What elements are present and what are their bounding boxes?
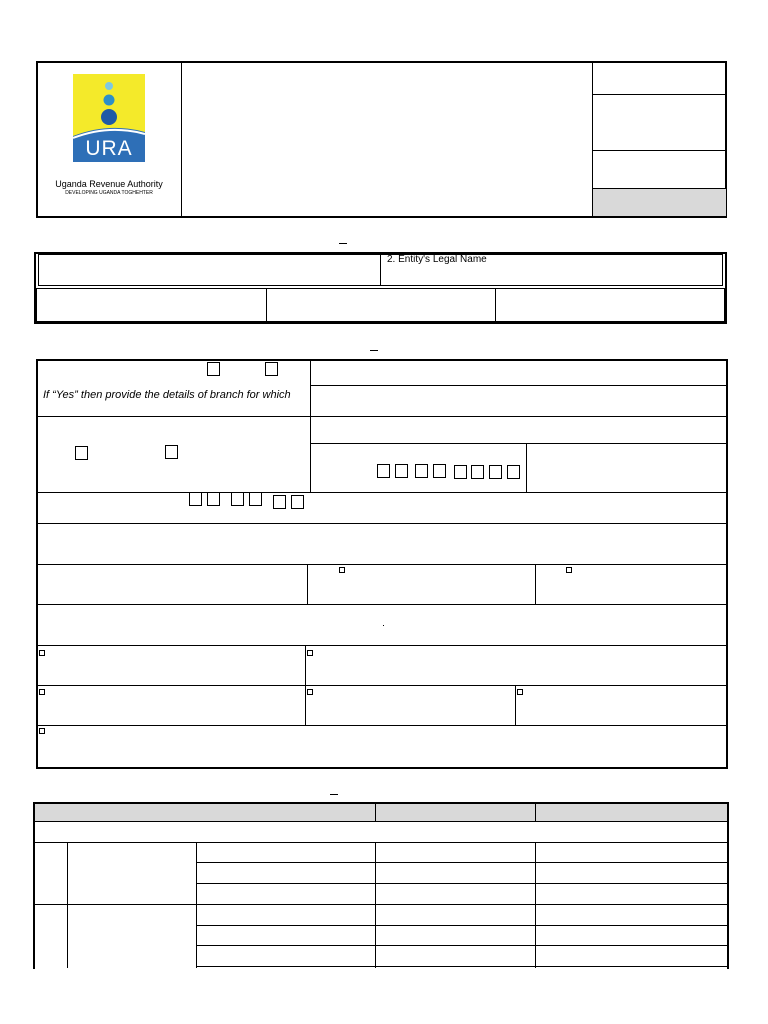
sb-vline-r5a: [307, 564, 308, 604]
small-checkbox[interactable]: [307, 650, 313, 656]
digit-box[interactable]: [507, 465, 520, 479]
sb-hline-r1a: [310, 385, 727, 386]
sb-vline-r5b: [535, 564, 536, 604]
digit-box[interactable]: [207, 492, 220, 506]
small-checkbox[interactable]: [339, 567, 345, 573]
section-b-marker: [370, 350, 378, 351]
sb-hline-r6: [37, 645, 727, 646]
option-1-checkbox[interactable]: [75, 446, 88, 460]
section-a-row2-divider-1: [266, 288, 267, 322]
digit-box[interactable]: [189, 492, 202, 506]
sb-vline-r2: [526, 443, 527, 492]
tbl-v-2: [196, 842, 197, 968]
small-checkbox[interactable]: [39, 689, 45, 695]
small-checkbox[interactable]: [39, 728, 45, 734]
tbl-h-3: [35, 904, 727, 905]
header-shaded-cell: [593, 189, 726, 216]
header-right-line-2: [592, 150, 726, 151]
section-a-row1-divider: [380, 254, 381, 286]
digit-box[interactable]: [291, 495, 304, 509]
sb-hline-r2: [37, 492, 727, 493]
tbl-head-div-2: [535, 804, 536, 822]
small-checkbox[interactable]: [307, 689, 313, 695]
section-c-marker: [330, 794, 338, 795]
small-checkbox[interactable]: [517, 689, 523, 695]
tbl-h-1: [196, 862, 727, 863]
sb-vline-1: [310, 360, 311, 492]
tbl-h-6: [196, 966, 727, 967]
org-name: Uganda Revenue Authority: [55, 179, 163, 189]
yes-checkbox[interactable]: [207, 362, 220, 376]
digit-box[interactable]: [231, 492, 244, 506]
digit-box[interactable]: [454, 465, 467, 479]
small-checkbox[interactable]: [39, 650, 45, 656]
option-2-checkbox[interactable]: [165, 445, 178, 459]
digit-box[interactable]: [471, 465, 484, 479]
digit-box[interactable]: [377, 464, 390, 478]
header-divider-left: [181, 62, 182, 217]
digit-box[interactable]: [249, 492, 262, 506]
digit-box[interactable]: [489, 465, 502, 479]
header-right-line-1: [592, 94, 726, 95]
sb-hline-r5: [37, 604, 727, 605]
digit-box[interactable]: [433, 464, 446, 478]
sb-hline-r1: [37, 416, 727, 417]
sb-hline-r4: [37, 564, 727, 565]
sb-hline-r3: [37, 523, 727, 524]
tbl-v-1: [67, 842, 68, 968]
tbl-subheader-line: [35, 842, 727, 843]
section-a-row2-divider-2: [495, 288, 496, 322]
entity-legal-name-label: 2. Entity's Legal Name: [387, 254, 487, 265]
dot-mark: [383, 625, 384, 626]
tbl-v-3: [375, 842, 376, 968]
no-checkbox[interactable]: [265, 362, 278, 376]
branch-prompt: If “Yes” then provide the details of branch for which: [43, 389, 291, 401]
section-a-marker: [339, 243, 347, 244]
sb-hline-r2a: [310, 443, 727, 444]
section-a-row2-inner: [36, 288, 725, 322]
tbl-v-4: [535, 842, 536, 968]
sb-hline-r7: [37, 685, 727, 686]
sb-vline-r8: [515, 685, 516, 725]
table-header-row: [35, 804, 727, 822]
tbl-h-4: [196, 925, 727, 926]
entity-legal-name-field[interactable]: [382, 266, 722, 285]
tbl-head-div-1: [375, 804, 376, 822]
small-checkbox[interactable]: [566, 567, 572, 573]
sb-hline-r8: [37, 725, 727, 726]
tbl-h-2: [196, 883, 727, 884]
ura-logo: [73, 74, 145, 162]
digit-box[interactable]: [415, 464, 428, 478]
logo-text: URA: [85, 137, 133, 160]
tbl-h-5: [196, 945, 727, 946]
digit-box[interactable]: [273, 495, 286, 509]
section-c-table: [33, 802, 729, 969]
digit-box[interactable]: [395, 464, 408, 478]
org-tagline: DEVELOPING UGANDA TOGHEHTER: [65, 190, 153, 196]
